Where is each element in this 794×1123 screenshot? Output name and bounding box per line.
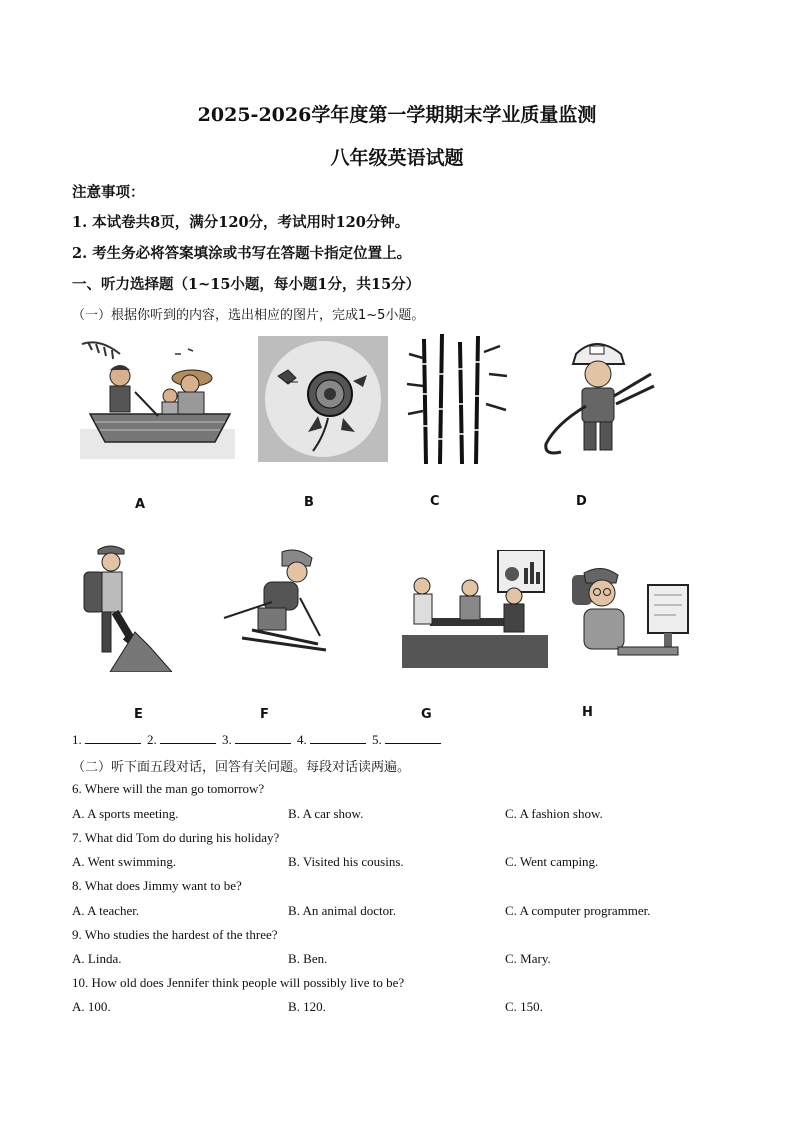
blank-label-4: 4. [297,732,307,747]
q9-option-c[interactable]: C. Mary. [505,951,551,966]
notes-item-1: 1. 本试卷共8页，满分120分，考试用时120分钟。 [72,214,410,231]
picture-letter-f: F [260,707,269,722]
q8-option-a[interactable]: A. A teacher. [72,903,140,918]
meeting-picture [402,550,548,668]
skier-picture [222,546,334,658]
question-7: 7. What did Tom do during his holiday? [72,830,280,845]
computer-user-picture [572,565,694,661]
picture-letter-h: H [582,705,593,720]
blank-label-3: 3. [222,732,232,747]
q7-option-c[interactable]: C. Went camping. [505,854,599,869]
q10-option-b[interactable]: B. 120. [288,999,326,1014]
page-title: 2025-2026学年度第一学期期末学业质量监测 [197,104,597,126]
q8-option-b[interactable]: B. An animal doctor. [288,903,396,918]
part2-instruction: （二）听下面五段对话，回答有关问题。每段对话读两遍。 [72,760,411,775]
q7-option-a[interactable]: A. Went swimming. [72,854,177,869]
answer-blank-4[interactable] [310,731,366,744]
picture-letter-d: D [576,494,587,509]
peony-flower-picture [258,336,388,462]
question-8: 8. What does Jimmy want to be? [72,878,242,893]
notes-heading: 注意事项： [72,184,145,201]
answer-blanks-row [72,731,444,748]
q10-option-a[interactable]: A. 100. [72,999,111,1014]
blank-label-1: 1. [72,732,82,747]
q8-option-c[interactable]: C. A computer programmer. [505,903,651,918]
question-6: 6. Where will the man go tomorrow? [72,781,265,796]
q6-option-b[interactable]: B. A car show. [288,806,364,821]
part1-instruction: （一）根据你听到的内容，选出相应的图片，完成1~5小题。 [72,308,425,323]
q7-option-b[interactable]: B. Visited his cousins. [288,854,404,869]
question-9: 9. Who studies the hardest of the three? [72,927,278,942]
q10-option-c[interactable]: C. 150. [505,999,543,1014]
blank-label-2: 2. [147,732,157,747]
q6-option-a[interactable]: A. A sports meeting. [72,806,179,821]
notes-item-2: 2. 考生务必将答案填涂或书写在答题卡指定位置上。 [72,245,412,262]
answer-blank-2[interactable] [160,731,216,744]
picture-letter-a: A [135,497,146,512]
page-subtitle: 八年级英语试题 [330,147,464,169]
answer-blank-3[interactable] [235,731,291,744]
q9-option-b[interactable]: B. Ben. [288,951,328,966]
section1-heading: 一、听力选择题（1~15小题，每小题1分，共15分） [72,276,421,293]
q9-option-a[interactable]: A. Linda. [72,951,122,966]
boat-family-picture [80,334,235,459]
q6-option-c[interactable]: C. A fashion show. [505,806,603,821]
answer-blank-1[interactable] [85,731,141,744]
blank-label-5: 5. [372,732,382,747]
firefighter-picture [536,334,661,464]
picture-letter-g: G [421,707,432,722]
picture-letter-e: E [134,707,143,722]
hiker-picture [80,542,172,672]
question-10: 10. How old does Jennifer think people will possibly live to be? [72,975,405,990]
picture-letter-b: B [304,495,314,510]
picture-letter-c: C [430,494,440,509]
bamboo-picture [404,334,512,464]
answer-blank-5[interactable] [385,731,441,744]
